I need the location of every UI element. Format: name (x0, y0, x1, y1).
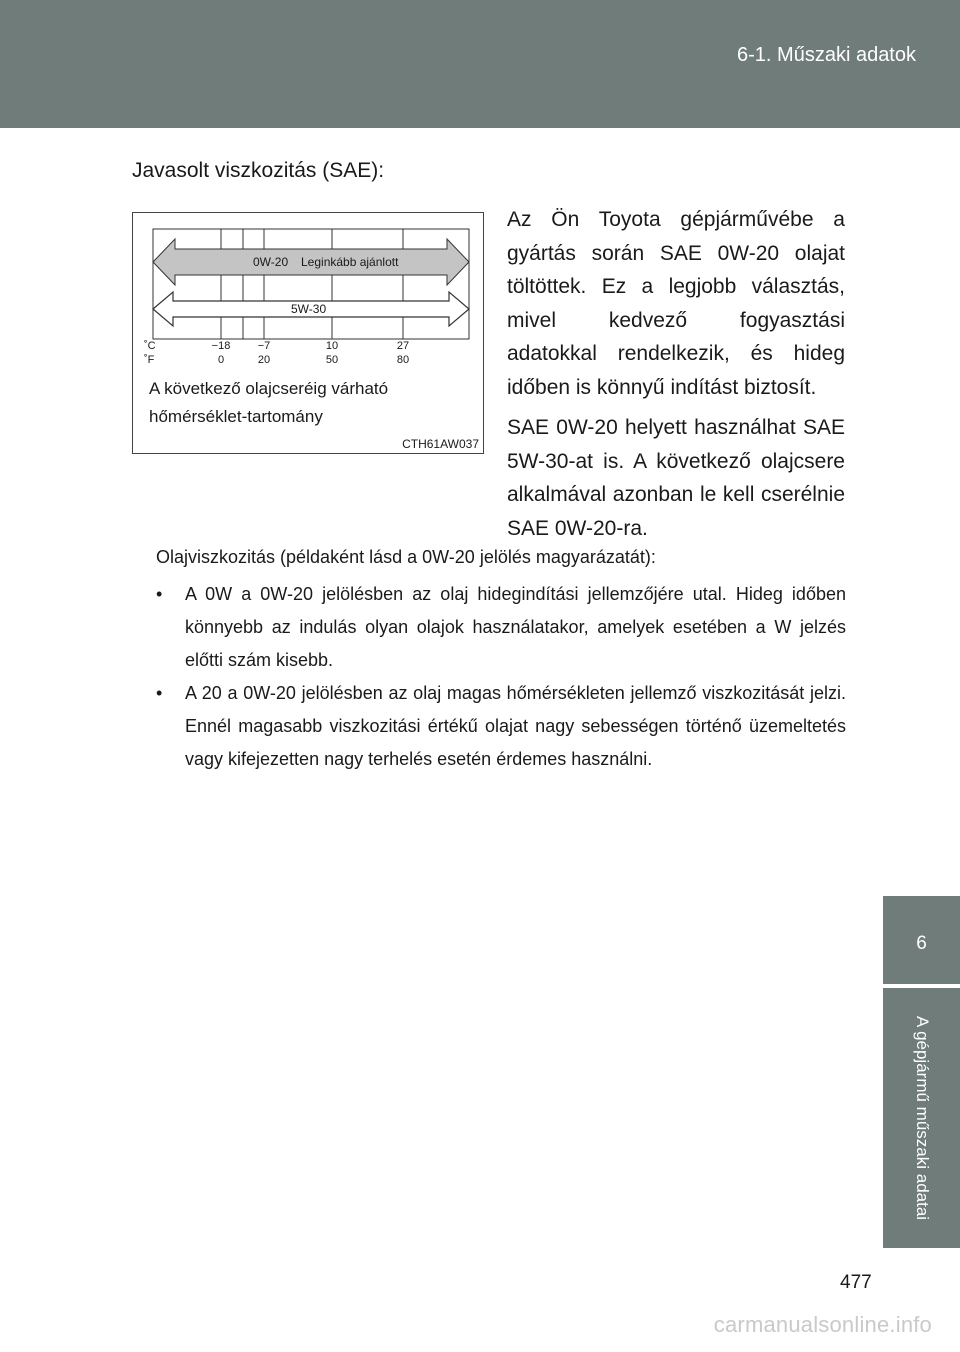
figure-caption-line: A következő olajcseréig várható (149, 379, 389, 398)
list-item: • A 20 a 0W-20 jelölésben az olaj magas hőmérsékleten jellemző viszkozitását jelzi. Ennél magasabb viszkozitási értékű olajat nagy sebességen történő üzemeltetés vagy kifejezetten nagy terhelés esetén érdemes használni. (156, 677, 846, 776)
explanation-title: Olajviszkozitás (példaként lásd a 0W-20 jelölés magyarázatát): (156, 547, 656, 567)
explanation-list (156, 578, 846, 776)
figure-caption (149, 375, 388, 431)
diagram-frame (153, 229, 469, 339)
header-band (0, 0, 960, 128)
fahrenheit-tick: 50 (325, 354, 339, 366)
unit-fahrenheit: ˚F (144, 354, 155, 366)
celsius-tick: 10 (325, 340, 339, 352)
recommendation-paragraph: SAE 0W-20 helyett használhat SAE 5W-30-at is. A következő olajcsere alkalmával azonban le kell cserélnie SAE 0W-20-ra. (507, 416, 845, 540)
recommendation-paragraph: Az Ön Toyota gépjárművébe a gyártás során SAE 0W-20 olajat töltöttek. Ez a legjobb választás, mivel kedvező fogyasztási adatokkal rendelkezik, és hideg időben is könnyű indítást biztosít. (507, 208, 845, 399)
viscosity-figure (132, 212, 484, 454)
chapter-tab-number[interactable]: 6 (883, 896, 960, 984)
page-number: 477 (840, 1272, 872, 1293)
watermark: carmanualsonline.info (713, 1312, 932, 1337)
fahrenheit-tick: 0 (217, 354, 225, 366)
section-title: 6-1. Műszaki adatok (737, 44, 916, 66)
unit-celsius: ˚C (144, 340, 156, 352)
figure-code: CTH61AW037 (402, 437, 479, 451)
oil-0w20-label: 0W-20 (253, 255, 289, 269)
fahrenheit-tick: 20 (257, 354, 271, 366)
celsius-tick: 27 (396, 340, 410, 352)
section-heading: Javasolt viszkozitás (SAE): (132, 159, 385, 182)
recommendation-text (507, 203, 845, 552)
oil-5w30-label: 5W-30 (291, 302, 327, 316)
recommended-label: Leginkább ajánlott (301, 255, 399, 269)
fahrenheit-tick: 80 (396, 354, 410, 366)
figure-caption-line: hőmérséklet-tartomány (149, 407, 323, 426)
chapter-tab-label: A gépjármű műszaki adatai (913, 1015, 932, 1221)
celsius-tick: −7 (257, 340, 271, 352)
viscosity-explanation (156, 541, 846, 776)
list-item: • A 0W a 0W-20 jelölésben az olaj hidegindítási jellemzőjére utal. Hideg időben könnyebb az indulás olyan olajok használatakor, amelyek esetében a W jelzés előtti szám kisebb. (156, 578, 846, 677)
celsius-tick: −18 (211, 340, 231, 352)
